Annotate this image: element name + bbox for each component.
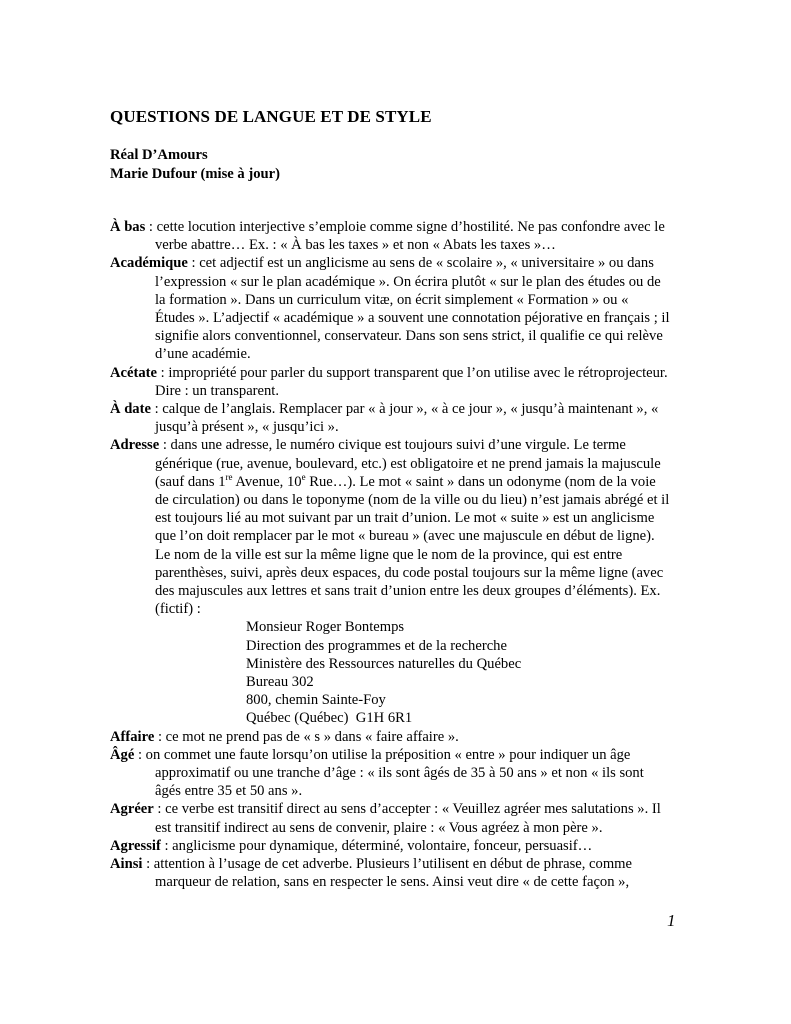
entry-term: À date — [110, 401, 151, 418]
address-line: Direction des programmes et de la recherche — [246, 637, 507, 654]
entry-agreer — [110, 800, 670, 836]
page-number: 1 — [667, 911, 676, 930]
entry-definition: : calque de l’anglais. Remplacer par « à jour », « à ce jour », « jusqu’à maintenant », « jusqu’à présent », « jusqu’ici ». — [150, 401, 659, 436]
author-list — [110, 146, 280, 184]
entry-definition: : cet adjectif est un anglicisme au sens de « scolaire », « universitaire » ou dans l’expression « sur le plan académique ». On écrira plutôt « sur le plan des études ou de la formation ». Dans un curriculum vitæ, on écrit simplement « Formation » ou « Études ». L’adjectif « académique » a souvent une connotation péjorative en français ; il signifie alors conventionnel, conservateur. Dans son sens strict, il qualifie ce qui relève d’une académie. — [155, 255, 670, 363]
entry-definition: : ce verbe est transitif direct au sens d’accepter : « Veuillez agréer mes salutations ». Il est transitif indirect au sens de convenir, plaire : « Vous agréez à mon père ». — [153, 801, 661, 836]
entry-definition: : dans une adresse, le numéro civique est toujours suivi d’une virgule. Le terme générique (rue, avenue, boulevard, etc.) est obligatoire et ne prend jamais la majuscule (sauf dans 1 — [155, 437, 661, 490]
address-line: Québec (Québec) G1H 6R1 — [246, 710, 413, 727]
entry-term: À bas — [110, 219, 146, 235]
document-title: QUESTIONS DE LANGUE ET DE STYLE — [110, 107, 432, 126]
author-name: Réal D’Amours — [110, 147, 208, 163]
address-line: Bureau 302 — [246, 674, 314, 691]
address-line: 800, chemin Sainte-Foy — [246, 692, 386, 709]
entry-term: Académique — [110, 255, 188, 272]
entry-definition: Avenue, 10 — [232, 473, 302, 490]
entry-affaire — [110, 728, 670, 746]
entry-definition: : ce mot ne prend pas de « s » dans « faire affaire ». — [154, 728, 459, 745]
address-line: Ministère des Ressources naturelles du Québec — [246, 655, 522, 672]
entry-definition: : attention à l’usage de cet adverbe. Plusieurs l’utilisent en début de phrase, comme marqueur de relation, sans en respecter le sens. Ainsi veut dire « de cette façon », — [142, 856, 632, 891]
entry-age — [110, 746, 670, 801]
entry-agressif — [110, 837, 670, 855]
entry-ainsi — [110, 855, 670, 891]
entry-term: Affaire — [110, 728, 155, 745]
entry-definition: : impropriété pour parler du support transparent que l’on utilise avec le rétroprojecteur. Dire : un transparent. — [155, 364, 668, 399]
entry-definition: : cette locution interjective s’emploie comme signe d’hostilité. Ne pas confondre avec le verbe abattre… Ex. : « À bas les taxes » et non « Abats les taxes »… — [145, 219, 665, 254]
entry-term: Agréer — [110, 801, 154, 818]
entry-term: Acétate — [110, 364, 157, 381]
entry-term: Âgé — [110, 746, 135, 763]
entry-a-bas — [110, 218, 670, 254]
entry-term: Ainsi — [110, 856, 143, 873]
example-address — [110, 618, 670, 727]
entry-adresse — [110, 436, 670, 618]
address-line: Monsieur Roger Bontemps — [246, 619, 405, 636]
entry-definition: : on commet une faute lorsqu’on utilise la préposition « entre » pour indiquer un âge approximatif ou une tranche d’âge : « ils sont âgés de 35 à 50 ans » et non « ils sont âgés entre 35 et 50 ans ». — [134, 746, 644, 800]
entry-definition: : anglicisme pour dynamique, déterminé, volontaire, fonceur, persuasif… — [160, 837, 593, 854]
entry-academique — [110, 254, 670, 363]
author-name: Marie Dufour (mise à jour) — [110, 166, 280, 182]
superscript: e — [301, 471, 306, 482]
entry-definition: Rue…). Le mot « saint » dans un odonyme (nom de la voie de circulation) ou dans le toponyme (nom de la ville ou du lieu) n’est jamais abrégé et il est toujours lié au mot suivant par un trait d’union. Le mot « suite » est un anglicisme que l’on doit remplacer par le mot « bureau » (avec une majuscule en début de ligne). Le nom de la ville est sur la même ligne que le nom de la province, qui est entre parenthèses, suivi, après deux espaces, du code postal toujours sur la même ligne (avec des majuscules aux lettres et sans trait d’union entre les deux groupes d’éléments). Ex. (fictif) : — [155, 473, 670, 618]
entry-term: Adresse — [110, 437, 160, 454]
glossary-entries — [110, 218, 670, 891]
entry-acetate — [110, 364, 670, 400]
superscript: re — [225, 471, 233, 482]
entry-a-date — [110, 400, 670, 436]
entry-term: Agressif — [110, 837, 161, 854]
